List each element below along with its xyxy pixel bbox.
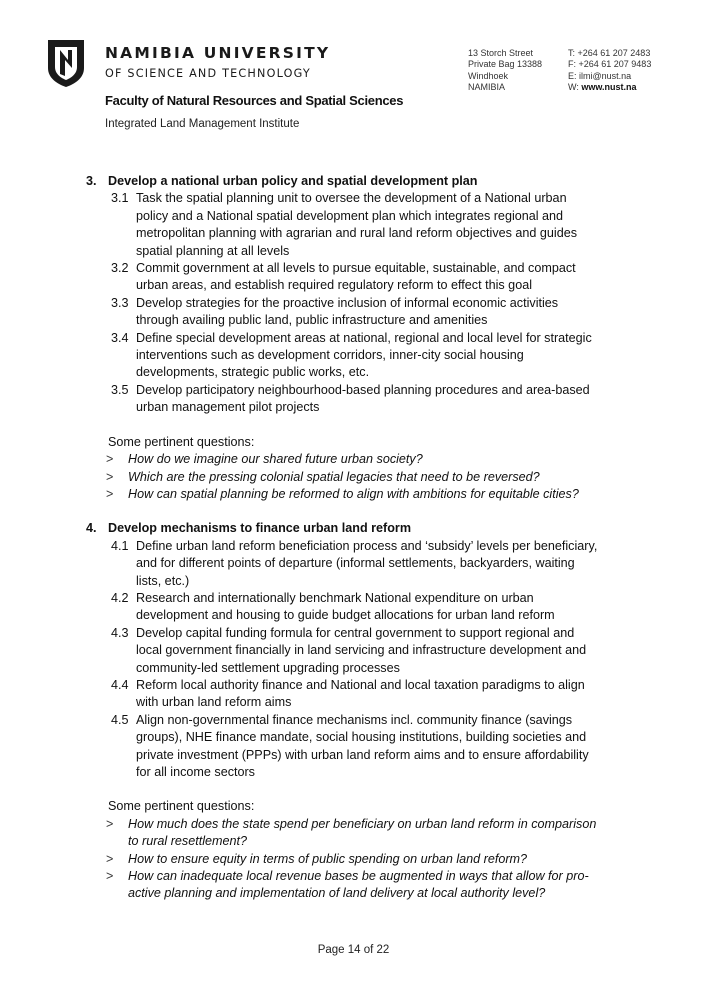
item-number: 3.2: [111, 261, 129, 276]
nust-shield-logo-icon: [44, 38, 88, 88]
list-item: [111, 712, 626, 782]
item-text: [136, 538, 626, 590]
question-item: [86, 469, 626, 486]
item-number: 3.3: [111, 295, 129, 310]
item-number: 4.1: [111, 538, 129, 553]
list-item: [111, 330, 626, 382]
question-marker: >: [106, 452, 114, 467]
item-line: Commit government at all levels to pursue equitable, sustainable, and compact: [136, 261, 576, 276]
section-spacer: [86, 503, 626, 520]
phone-number: T: +264 61 207 2483: [568, 48, 651, 58]
item-number: 4.5: [111, 712, 129, 727]
item-line: Research and internationally benchmark National expenditure on urban: [136, 590, 534, 605]
item-line: through availing public land, public infrastructure and amenities: [136, 313, 488, 328]
item-number: 4.4: [111, 677, 129, 692]
document-body: [86, 173, 626, 903]
email-address: E: ilmi@nust.na: [568, 70, 632, 81]
question-line: Which are the pressing colonial spatial legacies that need to be reversed?: [128, 469, 540, 484]
item-number: 3.1: [111, 191, 129, 206]
item-line: lists, etc.): [136, 573, 190, 588]
item-text: [136, 590, 626, 625]
item-line: and for different points of departure (informal settlements, backyarders, waiting: [136, 556, 575, 571]
section: [86, 173, 626, 503]
item-text: [136, 190, 626, 260]
item-text: [136, 295, 626, 330]
item-number: 3.4: [111, 330, 129, 345]
question-marker: >: [106, 851, 114, 866]
question-line: How do we imagine our shared future urban society?: [128, 452, 423, 467]
question-text: [128, 469, 626, 486]
list-item: [111, 590, 626, 625]
section-number: 3.: [86, 174, 97, 188]
question-item: [86, 816, 626, 851]
section-number: 4.: [86, 521, 97, 536]
question-line: How can spatial planning be reformed to align with ambitions for equitable cities?: [128, 486, 579, 501]
item-line: urban areas, and establish required regulatory reform to effect this goal: [136, 278, 532, 293]
item-line: spatial planning at all levels: [136, 243, 290, 258]
question-marker: >: [106, 869, 114, 884]
item-line: groups), NHE finance mandate, social housing institutions, building societies and: [136, 730, 587, 745]
list-item: [111, 538, 626, 590]
website-label: W:: [568, 81, 582, 92]
item-text: [136, 260, 626, 295]
item-line: Develop capital funding formula for central government to support regional and: [136, 625, 575, 640]
item-text: [136, 712, 626, 782]
item-line: policy and a National spatial development plan which integrates regional and: [136, 208, 564, 223]
list-item: [111, 382, 626, 417]
item-text: [136, 330, 626, 382]
contact-details: [568, 48, 651, 93]
item-text: [136, 625, 626, 677]
question-line: to rural resettlement?: [128, 834, 247, 849]
question-item: [86, 451, 626, 468]
item-line: Reform local authority finance and National and local taxation paradigms to align: [136, 677, 585, 692]
list-item: [111, 677, 626, 712]
website-line: [568, 82, 651, 93]
question-text: [128, 486, 626, 503]
section-heading: [86, 173, 626, 190]
address-line: NAMIBIA: [468, 81, 506, 92]
question-marker: >: [106, 486, 114, 501]
fax-number: F: +264 61 207 9483: [568, 59, 652, 70]
item-line: for all income sectors: [136, 765, 255, 779]
item-number: 4.3: [111, 625, 129, 640]
question-text: [128, 868, 626, 903]
section: [86, 520, 626, 903]
university-name: NAMIBIA UNIVERSITY: [105, 44, 331, 62]
letterhead: [0, 0, 707, 140]
item-line: local government financially in land servicing and infrastructure development and: [136, 643, 587, 658]
item-line: community-led settlement upgrading processes: [136, 660, 400, 675]
item-line: development and housing to guide budget allocations for urban land reform: [136, 608, 555, 623]
item-line: Develop participatory neighbourhood-based planning procedures and area-based: [136, 382, 590, 397]
item-text: [136, 677, 626, 712]
item-text: [136, 382, 626, 417]
question-marker: >: [106, 816, 114, 831]
item-number: 4.2: [111, 590, 129, 605]
question-line: How to ensure equity in terms of public spending on urban land reform?: [128, 851, 528, 866]
postal-address: [468, 48, 542, 93]
question-text: [128, 851, 626, 868]
item-line: Define special development areas at national, regional and local level for strategic: [136, 330, 592, 345]
faculty-name: Faculty of Natural Resources and Spatial Sciences: [105, 93, 404, 108]
address-line: Private Bag 13388: [468, 59, 543, 70]
item-line: developments, strategic public works, etc.: [136, 365, 370, 380]
list-item: [111, 190, 626, 260]
item-line: interventions such as development corridors, inner-city social housing: [136, 348, 524, 363]
question-text: [128, 451, 626, 468]
institute-name: Integrated Land Management Institute: [105, 118, 300, 130]
section-title: Develop a national urban policy and spatial development plan: [108, 174, 478, 188]
item-line: private investment (PPPs) with urban land reform aims and to ensure affordability: [136, 747, 589, 762]
item-number: 3.5: [111, 382, 129, 397]
page-number: Page 14 of 22: [317, 944, 390, 956]
item-line: Develop strategies for the proactive inclusion of informal economic activities: [136, 295, 559, 310]
section-heading: [86, 520, 626, 537]
address-line: Windhoek: [468, 70, 509, 81]
item-line: Define urban land reform beneficiation process and ‘subsidy’ levels per beneficiary,: [136, 538, 598, 553]
question-line: active planning and implementation of land delivery at local authority level?: [128, 886, 546, 901]
question-marker: >: [106, 469, 114, 484]
section-title: Develop mechanisms to finance urban land reform: [108, 521, 412, 536]
university-subtitle: OF SCIENCE AND TECHNOLOGY: [105, 67, 311, 80]
item-line: with urban land reform aims: [136, 695, 292, 710]
item-line: urban management pilot projects: [136, 400, 320, 415]
list-item: [111, 625, 626, 677]
question-item: [86, 851, 626, 868]
question-item: [86, 486, 626, 503]
address-line: 13 Storch Street: [468, 48, 534, 58]
questions-intro: Some pertinent questions:: [108, 434, 255, 449]
website-link[interactable]: www.nust.na: [581, 81, 637, 92]
question-line: How can inadequate local revenue bases be augmented in ways that allow for pro-: [128, 869, 589, 884]
item-line: Align non-governmental finance mechanisms incl. community finance (savings: [136, 712, 573, 727]
question-line: How much does the state spend per beneficiary on urban land reform in comparison: [128, 816, 597, 831]
question-text: [128, 816, 626, 851]
question-item: [86, 868, 626, 903]
item-line: Task the spatial planning unit to oversee the development of a National urban: [136, 191, 567, 206]
questions-intro: Some pertinent questions:: [108, 799, 255, 814]
item-line: metropolitan planning with agrarian and rural land reform objectives and guides: [136, 226, 578, 241]
list-item: [111, 260, 626, 295]
list-item: [111, 295, 626, 330]
